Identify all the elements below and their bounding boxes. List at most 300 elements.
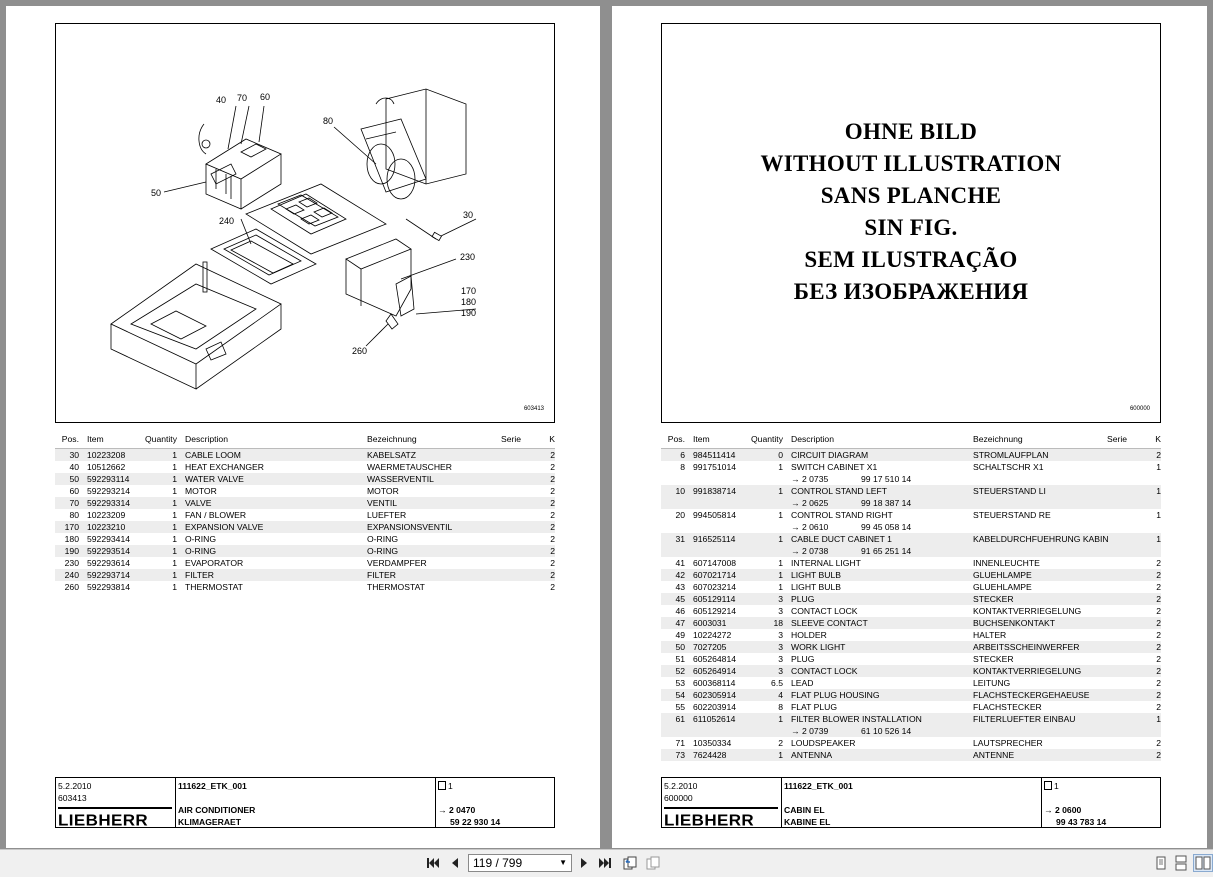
cross-reference-number: 99 45 058 14 <box>861 522 912 532</box>
cell-desc: CONTACT LOCK <box>791 606 858 616</box>
table-row <box>55 569 555 581</box>
chevron-down-icon[interactable]: ▼ <box>559 858 567 867</box>
table-header <box>661 432 1161 449</box>
page-number-input[interactable] <box>468 854 572 872</box>
cell-pos: 180 <box>64 534 79 544</box>
arrow-icon: → <box>791 474 802 484</box>
cell-pos: 8 <box>680 462 685 472</box>
cell-k: 2 <box>1156 654 1161 664</box>
cross-reference-group: 2 0738 <box>801 546 829 556</box>
column-header-item: Item <box>87 434 104 444</box>
cell-desc: HOLDER <box>791 630 827 640</box>
cell-pos: 43 <box>675 582 685 592</box>
cell-desc: FAN / BLOWER <box>185 510 247 520</box>
cell-qty: 0 <box>778 450 783 460</box>
cell-item: 607147008 <box>693 558 737 568</box>
cell-qty: 8 <box>778 702 783 712</box>
cell-k: 2 <box>1156 738 1161 748</box>
liebherr-logo: LIEBHERR <box>58 812 149 830</box>
cell-pos: 61 <box>675 714 685 724</box>
cell-item: 592293314 <box>87 498 131 508</box>
cell-qty: 3 <box>778 654 783 664</box>
cell-bez: STECKER <box>973 594 1014 604</box>
viewer-toolbar <box>0 849 1213 877</box>
cell-qty: 6.5 <box>771 678 783 688</box>
cell-desc: SWITCH CABINET X1 <box>791 462 878 472</box>
cell-qty: 1 <box>172 450 177 460</box>
cell-bez: ARBEITSSCHEINWERFER <box>973 642 1080 652</box>
cell-desc: THERMOSTAT <box>185 582 243 592</box>
cell-bez: STEUERSTAND LI <box>973 486 1046 496</box>
cell-bez: FILTER <box>367 570 396 580</box>
footer-ref-number: 99 43 783 14 <box>1056 817 1107 827</box>
notice-line: SEM ILUSTRAÇÃO <box>804 247 1018 272</box>
cell-bez: LUEFTER <box>367 510 407 520</box>
cell-qty: 1 <box>172 546 177 556</box>
column-header-pos: Pos. <box>61 434 79 444</box>
cell-item: 605129114 <box>693 594 736 604</box>
cell-qty: 3 <box>778 606 783 616</box>
table-row <box>661 509 1161 533</box>
cell-pos: 49 <box>675 630 685 640</box>
table-row <box>661 605 1161 617</box>
cell-k: 2 <box>1156 618 1161 628</box>
cell-item: 10223210 <box>87 522 126 532</box>
cell-k: 2 <box>550 546 555 556</box>
arrow-icon: → <box>791 522 802 532</box>
cell-item: 10223208 <box>87 450 126 460</box>
page-indicator: 119 / 799 <box>473 856 523 870</box>
cell-bez: KONTAKTVERRIEGELUNG <box>973 606 1082 616</box>
cell-item: 10223209 <box>87 510 126 520</box>
table-row <box>661 581 1161 593</box>
cell-item: 602305914 <box>693 690 737 700</box>
cell-desc: LIGHT BULB <box>791 570 841 580</box>
cell-qty: 1 <box>778 558 783 568</box>
cell-desc: PLUG <box>791 654 815 664</box>
cell-pos: 240 <box>64 570 79 580</box>
table-row <box>55 485 555 497</box>
cell-pos: 45 <box>675 594 685 604</box>
cell-item: 991751014 <box>693 462 737 472</box>
cell-qty: 1 <box>778 486 783 496</box>
cell-item: 611052614 <box>693 714 736 724</box>
table-row <box>55 581 555 593</box>
cell-bez: STROMLAUFPLAN <box>973 450 1049 460</box>
cell-desc: PLUG <box>791 594 815 604</box>
notice-line: БЕЗ ИЗОБРАЖЕНИЯ <box>793 279 1029 304</box>
cell-k: 1 <box>1156 714 1161 724</box>
cell-desc: O-RING <box>185 546 217 556</box>
callout-label: 50 <box>151 188 162 198</box>
table-row <box>661 665 1161 677</box>
cell-qty: 1 <box>172 582 177 592</box>
cell-qty: 3 <box>778 666 783 676</box>
cell-bez: FLACHSTECKER <box>973 702 1042 712</box>
table-row <box>55 509 555 521</box>
two-page-view-icon[interactable] <box>1193 854 1213 872</box>
footer-title-en: CABIN EL <box>784 805 825 815</box>
cell-pos: 42 <box>675 570 685 580</box>
cell-item: 10512662 <box>87 462 126 472</box>
cross-reference-group: 2 0610 <box>801 522 829 532</box>
cell-qty: 3 <box>778 642 783 652</box>
footer-image-number: 603413 <box>58 793 87 803</box>
arrow-icon: → <box>791 546 802 556</box>
prev-view-icon[interactable] <box>622 856 638 870</box>
cell-desc: WATER VALVE <box>185 474 244 484</box>
liebherr-logo: LIEBHERR <box>664 812 755 830</box>
footer-ref: 2 0470 <box>448 805 476 815</box>
column-header-qty: Quantity <box>750 434 783 444</box>
cell-desc: FILTER <box>185 570 214 580</box>
cell-desc: CIRCUIT DIAGRAM <box>791 450 869 460</box>
cell-desc: ANTENNA <box>791 750 833 760</box>
cell-qty: 1 <box>172 558 177 568</box>
cell-k: 2 <box>550 474 555 484</box>
callout-label: 230 <box>460 252 476 262</box>
cell-qty: 1 <box>172 498 177 508</box>
arrow-icon: → <box>438 805 449 815</box>
next-page-icon[interactable] <box>578 856 590 870</box>
cell-pos: 50 <box>675 642 685 652</box>
cell-bez: VENTIL <box>367 498 398 508</box>
cell-k: 2 <box>1156 666 1161 676</box>
cell-k: 2 <box>550 450 555 460</box>
callout-label: 30 <box>463 210 474 220</box>
cell-item: 607023214 <box>693 582 737 592</box>
cell-item: 10224272 <box>693 630 732 640</box>
cell-pos: 73 <box>675 750 685 760</box>
cell-desc: LOUDSPEAKER <box>791 738 856 748</box>
cell-k: 2 <box>1156 570 1161 580</box>
cell-desc: LIGHT BULB <box>791 582 841 592</box>
cell-item: 592293814 <box>87 582 131 592</box>
cell-pos: 51 <box>675 654 685 664</box>
cell-k: 2 <box>1156 750 1161 760</box>
cell-pos: 50 <box>69 474 79 484</box>
footer-page-ref: 1 <box>1054 781 1059 791</box>
cell-qty: 18 <box>773 618 783 628</box>
cell-pos: 71 <box>675 738 685 748</box>
callout-label: 80 <box>323 116 334 126</box>
cell-desc: FILTER BLOWER INSTALLATION <box>791 714 922 724</box>
cross-reference-number: 61 10 526 14 <box>861 726 912 736</box>
table-row <box>55 557 555 569</box>
cell-qty: 1 <box>172 522 177 532</box>
cell-k: 2 <box>550 558 555 568</box>
illustration-frame <box>55 23 555 423</box>
cell-k: 2 <box>1156 450 1161 460</box>
callout-label: 180 <box>461 297 477 307</box>
column-header-desc: Description <box>791 434 834 444</box>
table-row <box>661 449 1161 461</box>
cross-reference-group: 2 0739 <box>801 726 829 736</box>
cell-k: 2 <box>1156 594 1161 604</box>
column-header-k: K <box>1155 434 1161 444</box>
cell-pos: 60 <box>69 486 79 496</box>
cell-bez: KABELDURCHFUEHRUNG KABIN <box>973 534 1109 544</box>
image-number: 603413 <box>523 406 544 412</box>
cell-qty: 1 <box>778 582 783 592</box>
footer-date: 5.2.2010 <box>664 781 698 791</box>
cell-desc: SLEEVE CONTACT <box>791 618 868 628</box>
cell-bez: KONTAKTVERRIEGELUNG <box>973 666 1082 676</box>
cell-bez: ANTENNE <box>973 750 1015 760</box>
cell-qty: 1 <box>172 474 177 484</box>
column-header-k: K <box>549 434 555 444</box>
cell-bez: HALTER <box>973 630 1007 640</box>
cell-qty: 1 <box>172 534 177 544</box>
cell-k: 2 <box>1156 690 1161 700</box>
cell-desc: MOTOR <box>185 486 217 496</box>
callout-label: 70 <box>237 93 248 103</box>
first-page-icon[interactable] <box>426 856 440 870</box>
no-illustration-notice <box>662 116 1160 308</box>
cell-item: 592293214 <box>87 486 131 496</box>
cell-pos: 230 <box>64 558 79 568</box>
cell-bez: STEUERSTAND RE <box>973 510 1051 520</box>
callout-label: 170 <box>461 286 477 296</box>
cell-pos: 190 <box>64 546 79 556</box>
cell-k: 1 <box>1156 510 1161 520</box>
cell-k: 2 <box>1156 606 1161 616</box>
cell-pos: 47 <box>675 618 685 628</box>
table-row <box>661 737 1161 749</box>
table-row <box>661 713 1161 737</box>
cell-qty: 3 <box>778 630 783 640</box>
parts-table <box>661 432 1161 761</box>
cell-pos: 6 <box>680 450 685 460</box>
image-number: 600000 <box>1129 406 1150 412</box>
cell-bez: WASSERVENTIL <box>367 474 434 484</box>
cell-k: 2 <box>550 582 555 592</box>
table-row <box>55 497 555 509</box>
callout-label: 190 <box>461 308 477 318</box>
cell-pos: 10 <box>675 486 685 496</box>
column-header-desc: Description <box>185 434 228 444</box>
cell-pos: 20 <box>675 510 685 520</box>
cell-item: 605264814 <box>693 654 737 664</box>
page-footer <box>55 777 555 828</box>
cell-bez: FILTERLUEFTER EINBAU <box>973 714 1076 724</box>
cell-bez: STECKER <box>973 654 1014 664</box>
notice-line: WITHOUT ILLUSTRATION <box>760 151 1062 176</box>
continuous-view-icon[interactable] <box>1172 854 1190 872</box>
cross-reference-group: 2 0735 <box>801 474 829 484</box>
cross-reference-number: 99 17 510 14 <box>861 474 912 484</box>
cell-k: 1 <box>1156 534 1161 544</box>
table-row <box>661 677 1161 689</box>
footer-ref-number: 59 22 930 14 <box>450 817 501 827</box>
cell-desc: EXPANSION VALVE <box>185 522 264 532</box>
column-header-item: Item <box>693 434 710 444</box>
cell-item: 10350334 <box>693 738 732 748</box>
cell-qty: 1 <box>172 462 177 472</box>
table-row <box>661 749 1161 761</box>
table-row <box>55 521 555 533</box>
cross-reference-group: 2 0625 <box>801 498 829 508</box>
footer-title-en: AIR CONDITIONER <box>178 805 256 815</box>
table-row <box>661 533 1161 557</box>
cell-pos: 40 <box>69 462 79 472</box>
cell-pos: 70 <box>69 498 79 508</box>
cell-qty: 1 <box>778 462 783 472</box>
cell-k: 2 <box>1156 630 1161 640</box>
cell-item: 605264914 <box>693 666 737 676</box>
cell-desc: CABLE DUCT CABINET 1 <box>791 534 892 544</box>
column-header-qty: Quantity <box>144 434 177 444</box>
cell-bez: WAERMETAUSCHER <box>367 462 452 472</box>
table-row <box>661 653 1161 665</box>
cell-pos: 41 <box>675 558 685 568</box>
table-row <box>661 617 1161 629</box>
cell-desc: CONTACT LOCK <box>791 666 858 676</box>
footer-document-id: 111622_ETK_001 <box>784 781 853 791</box>
cell-desc: INTERNAL LIGHT <box>791 558 861 568</box>
cell-pos: 52 <box>675 666 685 676</box>
cell-item: 994505814 <box>693 510 737 520</box>
cell-item: 592293614 <box>87 558 131 568</box>
notice-line: OHNE BILD <box>844 119 978 144</box>
page-icon <box>438 781 446 790</box>
cell-desc: VALVE <box>185 498 212 508</box>
table-row <box>661 461 1161 485</box>
cell-item: 592293414 <box>87 534 131 544</box>
cell-qty: 1 <box>172 570 177 580</box>
cell-k: 2 <box>550 462 555 472</box>
table-row <box>661 485 1161 509</box>
cell-bez: MOTOR <box>367 486 399 496</box>
cell-qty: 1 <box>778 570 783 580</box>
cell-bez: GLUEHLAMPE <box>973 570 1032 580</box>
cross-reference <box>791 498 828 508</box>
cell-item: 592293114 <box>87 474 130 484</box>
table-row <box>661 689 1161 701</box>
arrow-icon: → <box>791 498 802 508</box>
cell-k: 2 <box>550 570 555 580</box>
footer-date: 5.2.2010 <box>58 781 92 791</box>
footer-title-de: KABINE EL <box>784 817 831 827</box>
table-row <box>661 557 1161 569</box>
notice-line: SANS PLANCHE <box>820 183 1002 208</box>
cross-reference-number: 99 18 387 14 <box>861 498 912 508</box>
cell-item: 605129214 <box>693 606 737 616</box>
arrow-icon: → <box>791 726 802 736</box>
cell-item: 6003031 <box>693 618 727 628</box>
cell-k: 2 <box>1156 678 1161 688</box>
callout-label: 240 <box>219 216 235 226</box>
column-header-serie: Serie <box>501 434 522 444</box>
cell-item: 592293714 <box>87 570 131 580</box>
prev-page-icon[interactable] <box>448 856 460 870</box>
cell-pos: 46 <box>675 606 685 616</box>
cell-k: 1 <box>1156 486 1161 496</box>
cell-bez: LEITUNG <box>973 678 1011 688</box>
cell-bez: LAUTSPRECHER <box>973 738 1043 748</box>
cell-bez: VERDAMPFER <box>367 558 427 568</box>
cross-reference <box>791 546 828 556</box>
left-page <box>6 6 600 848</box>
cell-k: 2 <box>1156 558 1161 568</box>
cell-desc: FLAT PLUG <box>791 702 838 712</box>
cell-item: 607021714 <box>693 570 737 580</box>
next-view-icon[interactable] <box>645 856 661 870</box>
table-row <box>661 593 1161 605</box>
cell-k: 2 <box>550 534 555 544</box>
cell-item: 602203914 <box>693 702 737 712</box>
right-page <box>612 6 1207 848</box>
callout-label: 60 <box>260 92 271 102</box>
notice-line: SIN FIG. <box>864 215 958 240</box>
cell-pos: 55 <box>675 702 685 712</box>
single-page-view-icon[interactable] <box>1152 854 1170 872</box>
table-row <box>661 569 1161 581</box>
cross-reference <box>791 522 828 532</box>
table-row <box>661 701 1161 713</box>
column-header-bez: Bezeichnung <box>367 434 417 444</box>
cell-desc: WORK LIGHT <box>791 642 846 652</box>
column-header-bez: Bezeichnung <box>973 434 1023 444</box>
table-header <box>55 432 555 449</box>
cross-reference <box>791 726 828 736</box>
cell-bez: FLACHSTECKERGEHAEUSE <box>973 690 1090 700</box>
cell-pos: 54 <box>675 690 685 700</box>
cell-pos: 53 <box>675 678 685 688</box>
cell-pos: 260 <box>64 582 79 592</box>
table-row <box>55 461 555 473</box>
cell-desc: EVAPORATOR <box>185 558 244 568</box>
cell-k: 2 <box>550 486 555 496</box>
cell-k: 2 <box>1156 642 1161 652</box>
cell-qty: 3 <box>778 594 783 604</box>
cross-reference <box>791 474 828 484</box>
cell-k: 2 <box>550 522 555 532</box>
cell-item: 592293514 <box>87 546 131 556</box>
table-row <box>55 545 555 557</box>
cell-bez: O-RING <box>367 546 399 556</box>
cell-item: 984511414 <box>693 450 736 460</box>
cell-qty: 1 <box>172 510 177 520</box>
page-footer <box>661 777 1161 828</box>
footer-document-id: 111622_ETK_001 <box>178 781 247 791</box>
cell-pos: 170 <box>64 522 79 532</box>
cell-k: 2 <box>550 498 555 508</box>
parts-table <box>55 432 555 593</box>
cell-item: 600368114 <box>693 678 736 688</box>
exploded-parts-drawing <box>56 24 556 424</box>
cell-desc: CONTROL STAND LEFT <box>791 486 887 496</box>
footer-image-number: 600000 <box>664 793 693 803</box>
cell-pos: 80 <box>69 510 79 520</box>
cell-bez: BUCHSENKONTAKT <box>973 618 1055 628</box>
last-page-icon[interactable] <box>598 856 612 870</box>
cell-k: 2 <box>1156 702 1161 712</box>
table-row <box>55 533 555 545</box>
cell-desc: CABLE LOOM <box>185 450 241 460</box>
cell-qty: 1 <box>778 714 783 724</box>
cell-qty: 1 <box>172 486 177 496</box>
cell-desc: CONTROL STAND RIGHT <box>791 510 893 520</box>
column-header-serie: Serie <box>1107 434 1128 444</box>
cell-qty: 1 <box>778 750 783 760</box>
cell-bez: GLUEHLAMPE <box>973 582 1032 592</box>
footer-title-de: KLIMAGERAET <box>178 817 242 827</box>
cell-bez: THERMOSTAT <box>367 582 425 592</box>
cell-qty: 4 <box>778 690 783 700</box>
cell-bez: INNENLEUCHTE <box>973 558 1040 568</box>
cell-desc: LEAD <box>791 678 814 688</box>
